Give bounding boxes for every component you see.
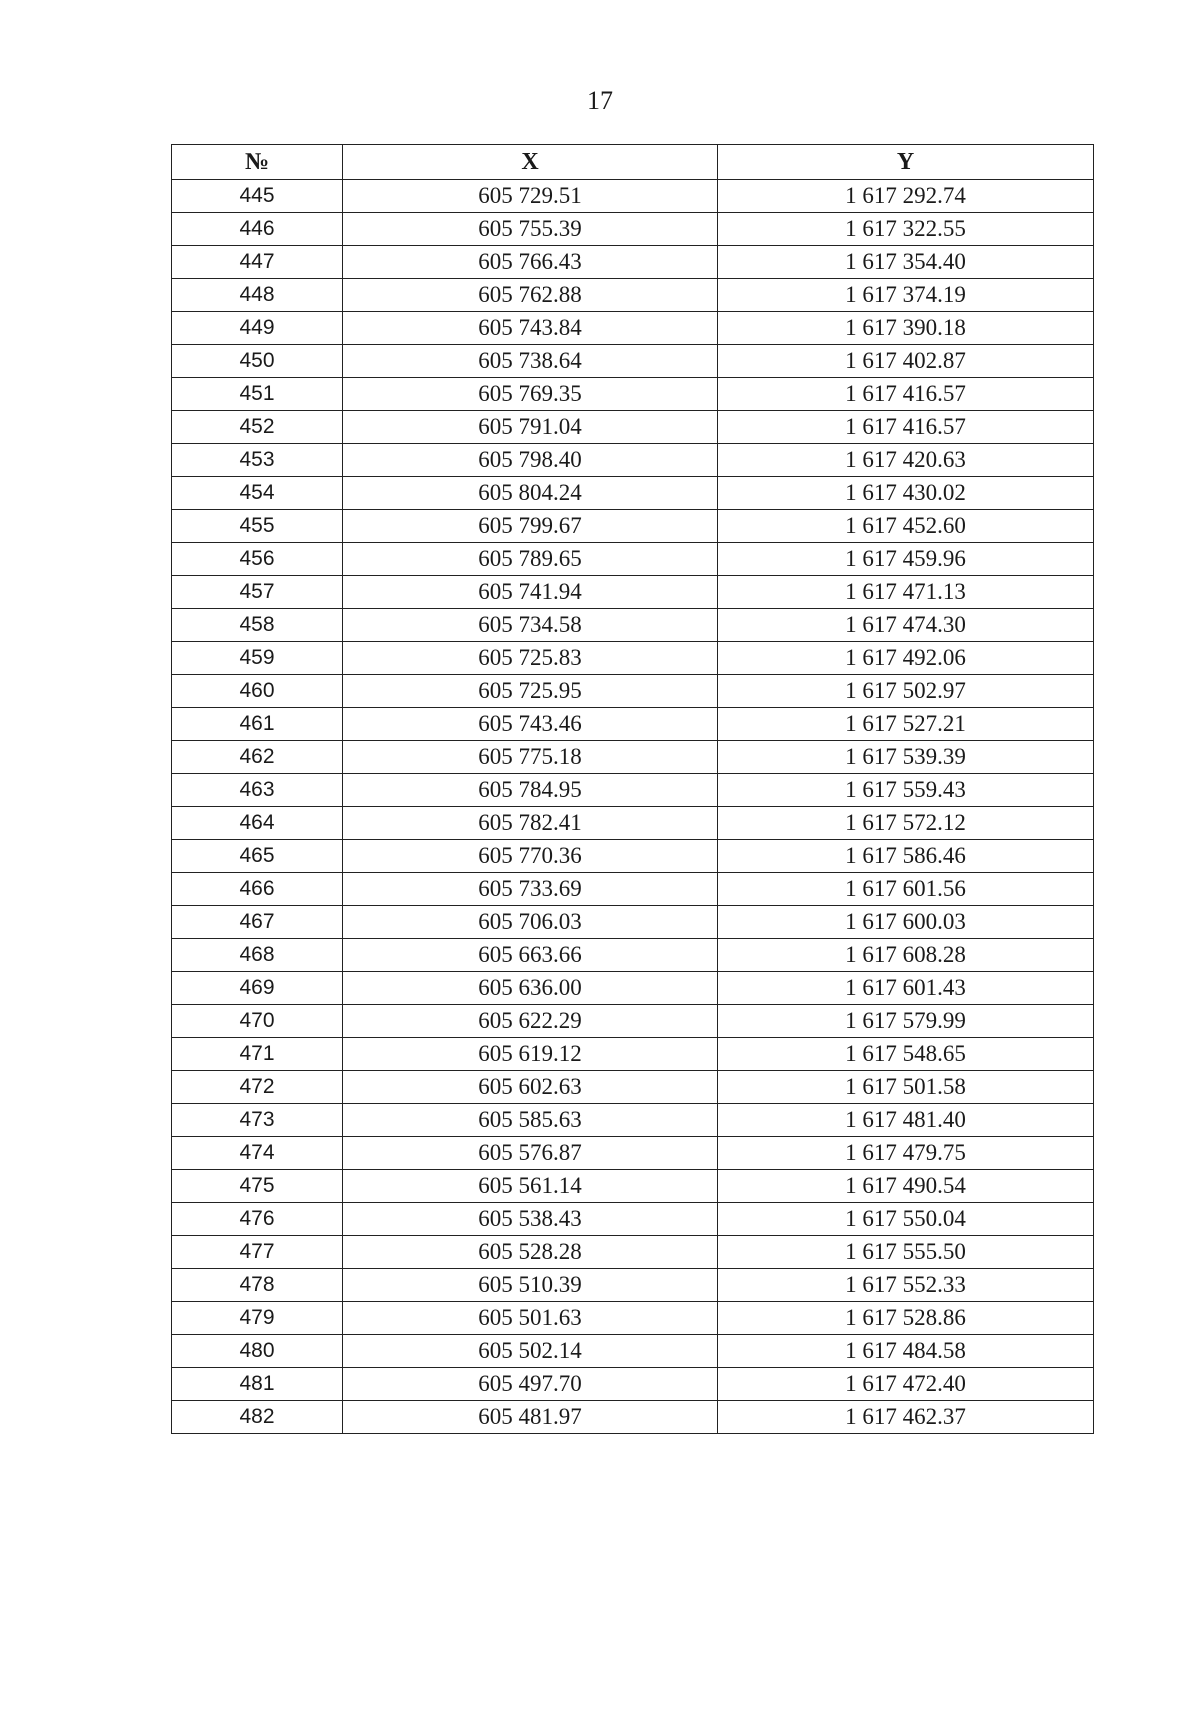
table-row	[172, 1302, 1094, 1335]
cell-y: 1 617 374.19	[718, 279, 1094, 312]
cell-y: 1 617 601.56	[718, 873, 1094, 906]
cell-number: 463	[172, 774, 343, 807]
table-row	[172, 873, 1094, 906]
cell-x: 605 725.95	[343, 675, 718, 708]
cell-number: 464	[172, 807, 343, 840]
cell-x: 605 725.83	[343, 642, 718, 675]
cell-y: 1 617 292.74	[718, 180, 1094, 213]
cell-number: 454	[172, 477, 343, 510]
cell-number: 447	[172, 246, 343, 279]
cell-x: 605 804.24	[343, 477, 718, 510]
cell-number: 481	[172, 1368, 343, 1401]
cell-number: 466	[172, 873, 343, 906]
cell-number: 449	[172, 312, 343, 345]
table-row	[172, 1038, 1094, 1071]
cell-number: 467	[172, 906, 343, 939]
cell-x: 605 502.14	[343, 1335, 718, 1368]
header-number: №	[172, 145, 343, 180]
cell-y: 1 617 402.87	[718, 345, 1094, 378]
cell-number: 461	[172, 708, 343, 741]
table-row	[172, 972, 1094, 1005]
cell-y: 1 617 527.21	[718, 708, 1094, 741]
table-row	[172, 1335, 1094, 1368]
table-row	[172, 939, 1094, 972]
cell-x: 605 770.36	[343, 840, 718, 873]
cell-number: 445	[172, 180, 343, 213]
cell-y: 1 617 354.40	[718, 246, 1094, 279]
cell-x: 605 762.88	[343, 279, 718, 312]
cell-x: 605 663.66	[343, 939, 718, 972]
table-row	[172, 1071, 1094, 1104]
cell-y: 1 617 416.57	[718, 411, 1094, 444]
cell-number: 470	[172, 1005, 343, 1038]
cell-x: 605 528.28	[343, 1236, 718, 1269]
table-row	[172, 609, 1094, 642]
cell-y: 1 617 484.58	[718, 1335, 1094, 1368]
cell-y: 1 617 555.50	[718, 1236, 1094, 1269]
cell-y: 1 617 502.97	[718, 675, 1094, 708]
cell-x: 605 782.41	[343, 807, 718, 840]
cell-x: 605 510.39	[343, 1269, 718, 1302]
table-row	[172, 1203, 1094, 1236]
table-row	[172, 477, 1094, 510]
cell-x: 605 538.43	[343, 1203, 718, 1236]
cell-y: 1 617 479.75	[718, 1137, 1094, 1170]
cell-number: 448	[172, 279, 343, 312]
cell-number: 451	[172, 378, 343, 411]
cell-y: 1 617 322.55	[718, 213, 1094, 246]
table-row	[172, 807, 1094, 840]
cell-x: 605 561.14	[343, 1170, 718, 1203]
header-y: Y	[718, 145, 1094, 180]
cell-y: 1 617 390.18	[718, 312, 1094, 345]
cell-number: 475	[172, 1170, 343, 1203]
cell-y: 1 617 471.13	[718, 576, 1094, 609]
table-row	[172, 840, 1094, 873]
table-row	[172, 444, 1094, 477]
table-row	[172, 1104, 1094, 1137]
table-row	[172, 1170, 1094, 1203]
table-row	[172, 708, 1094, 741]
table-row	[172, 213, 1094, 246]
cell-number: 480	[172, 1335, 343, 1368]
table-row	[172, 246, 1094, 279]
cell-x: 605 602.63	[343, 1071, 718, 1104]
cell-x: 605 789.65	[343, 543, 718, 576]
cell-number: 457	[172, 576, 343, 609]
cell-y: 1 617 462.37	[718, 1401, 1094, 1434]
cell-number: 473	[172, 1104, 343, 1137]
cell-x: 605 576.87	[343, 1137, 718, 1170]
cell-number: 458	[172, 609, 343, 642]
cell-y: 1 617 548.65	[718, 1038, 1094, 1071]
cell-y: 1 617 490.54	[718, 1170, 1094, 1203]
cell-number: 456	[172, 543, 343, 576]
table-row	[172, 576, 1094, 609]
page-number: 17	[587, 86, 613, 115]
cell-x: 605 784.95	[343, 774, 718, 807]
cell-number: 452	[172, 411, 343, 444]
table-row	[172, 345, 1094, 378]
cell-x: 605 622.29	[343, 1005, 718, 1038]
cell-number: 472	[172, 1071, 343, 1104]
cell-number: 478	[172, 1269, 343, 1302]
coordinates-table	[171, 144, 1094, 1434]
cell-x: 605 706.03	[343, 906, 718, 939]
cell-y: 1 617 601.43	[718, 972, 1094, 1005]
cell-x: 605 766.43	[343, 246, 718, 279]
cell-x: 605 729.51	[343, 180, 718, 213]
cell-y: 1 617 474.30	[718, 609, 1094, 642]
cell-number: 474	[172, 1137, 343, 1170]
cell-number: 479	[172, 1302, 343, 1335]
cell-y: 1 617 452.60	[718, 510, 1094, 543]
cell-x: 605 775.18	[343, 741, 718, 774]
cell-number: 460	[172, 675, 343, 708]
header-x: X	[343, 145, 718, 180]
cell-y: 1 617 416.57	[718, 378, 1094, 411]
cell-number: 462	[172, 741, 343, 774]
cell-number: 476	[172, 1203, 343, 1236]
cell-y: 1 617 492.06	[718, 642, 1094, 675]
cell-x: 605 497.70	[343, 1368, 718, 1401]
cell-x: 605 743.46	[343, 708, 718, 741]
cell-x: 605 481.97	[343, 1401, 718, 1434]
cell-number: 471	[172, 1038, 343, 1071]
cell-x: 605 799.67	[343, 510, 718, 543]
cell-number: 469	[172, 972, 343, 1005]
cell-x: 605 743.84	[343, 312, 718, 345]
table-row	[172, 774, 1094, 807]
table-body	[172, 180, 1094, 1434]
table-row	[172, 642, 1094, 675]
cell-number: 465	[172, 840, 343, 873]
table-row	[172, 411, 1094, 444]
cell-x: 605 501.63	[343, 1302, 718, 1335]
table-row	[172, 510, 1094, 543]
table-row	[172, 1005, 1094, 1038]
table-row	[172, 675, 1094, 708]
cell-y: 1 617 430.02	[718, 477, 1094, 510]
cell-y: 1 617 559.43	[718, 774, 1094, 807]
table-row	[172, 1368, 1094, 1401]
table-header-row	[172, 145, 1094, 180]
table-row	[172, 1269, 1094, 1302]
cell-y: 1 617 501.58	[718, 1071, 1094, 1104]
table-row	[172, 378, 1094, 411]
table-row	[172, 1236, 1094, 1269]
cell-x: 605 769.35	[343, 378, 718, 411]
cell-x: 605 791.04	[343, 411, 718, 444]
cell-y: 1 617 481.40	[718, 1104, 1094, 1137]
cell-y: 1 617 472.40	[718, 1368, 1094, 1401]
cell-y: 1 617 600.03	[718, 906, 1094, 939]
cell-x: 605 798.40	[343, 444, 718, 477]
cell-number: 482	[172, 1401, 343, 1434]
cell-x: 605 585.63	[343, 1104, 718, 1137]
cell-number: 455	[172, 510, 343, 543]
table-row	[172, 312, 1094, 345]
cell-x: 605 738.64	[343, 345, 718, 378]
table-row	[172, 906, 1094, 939]
cell-x: 605 741.94	[343, 576, 718, 609]
cell-y: 1 617 528.86	[718, 1302, 1094, 1335]
cell-number: 446	[172, 213, 343, 246]
table-row	[172, 180, 1094, 213]
cell-y: 1 617 420.63	[718, 444, 1094, 477]
cell-number: 477	[172, 1236, 343, 1269]
table-row	[172, 741, 1094, 774]
cell-number: 468	[172, 939, 343, 972]
cell-y: 1 617 552.33	[718, 1269, 1094, 1302]
cell-y: 1 617 550.04	[718, 1203, 1094, 1236]
table-row	[172, 1137, 1094, 1170]
cell-number: 453	[172, 444, 343, 477]
cell-x: 605 733.69	[343, 873, 718, 906]
cell-x: 605 734.58	[343, 609, 718, 642]
cell-y: 1 617 586.46	[718, 840, 1094, 873]
cell-y: 1 617 572.12	[718, 807, 1094, 840]
table-row	[172, 543, 1094, 576]
cell-y: 1 617 608.28	[718, 939, 1094, 972]
cell-y: 1 617 539.39	[718, 741, 1094, 774]
cell-number: 459	[172, 642, 343, 675]
cell-number: 450	[172, 345, 343, 378]
cell-y: 1 617 459.96	[718, 543, 1094, 576]
table-row	[172, 1401, 1094, 1434]
cell-y: 1 617 579.99	[718, 1005, 1094, 1038]
cell-x: 605 755.39	[343, 213, 718, 246]
cell-x: 605 636.00	[343, 972, 718, 1005]
table-row	[172, 279, 1094, 312]
cell-x: 605 619.12	[343, 1038, 718, 1071]
